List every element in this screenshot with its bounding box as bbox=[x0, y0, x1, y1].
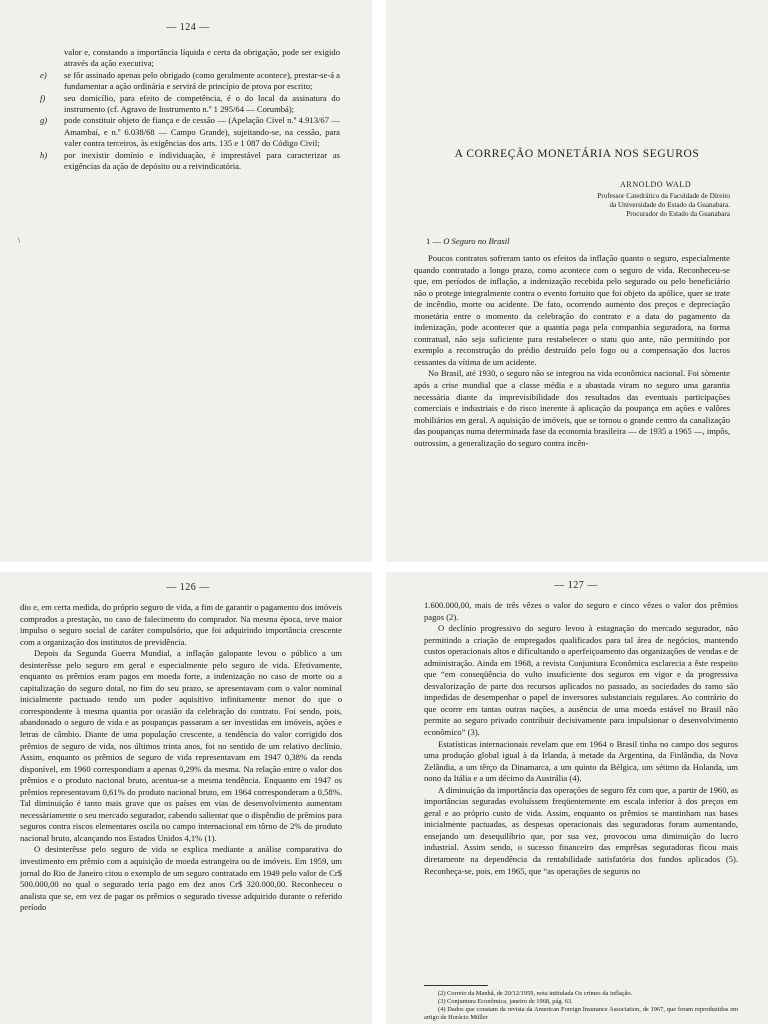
page-127 bbox=[386, 572, 768, 1024]
page-126 bbox=[0, 572, 372, 1024]
list-item bbox=[40, 93, 340, 116]
item-label: e) bbox=[40, 69, 47, 80]
affiliation-line: Procurador do Estado da Guanabara bbox=[626, 210, 730, 218]
list-item bbox=[40, 115, 340, 149]
footnote: (3) Conjuntura Econômica, janeiro de 1968, pág. 63. bbox=[438, 998, 573, 1005]
item-text: valor e, constando a importância líquida e certa da obrigação, pode ser exigido através da ação executiva; bbox=[64, 47, 340, 69]
body-text bbox=[424, 600, 738, 877]
author-affiliation bbox=[536, 192, 730, 219]
page-124 bbox=[0, 0, 372, 562]
footnotes bbox=[424, 990, 738, 1022]
item-label bbox=[40, 47, 64, 70]
footnote: (2) Correio da Manhã, de 20/12/1959, nota intitulada Os crimes da inflação. bbox=[438, 990, 633, 997]
item-label: g) bbox=[40, 115, 48, 126]
margin-mark: \ bbox=[18, 236, 21, 245]
item-text: pode constituir objeto de fiança e de cessão — (Apelação Cível n.º 4.913/67 — Amambaí, e n.º 6.038/68 — Campo Grande), sujeitando-se, na cessão, para valer contra terceiros, às exigências dos arts. 135 e 1 087 do Código Civil; bbox=[64, 115, 340, 149]
paragraph: Estatísticas internacionais revelam que em 1964 o Brasil tinha no campo dos seguros uma produção global igual à da Irlanda, à metade da Argentina, da Finlândia, da Nova Zelândia, a um têrço da Dinamarca, a um quinto da Bélgica, um sétimo da Holanda, um nono da Itália e a um décimo da Austrália (4). bbox=[424, 738, 738, 784]
body-text bbox=[20, 602, 342, 914]
affiliation-line: Professor Catedrático da Faculdade de Direito bbox=[597, 192, 730, 200]
list-item bbox=[40, 47, 340, 70]
paragraph: O desinterêsse pelo seguro de vida se explica mediante a análise comparativa do investimento em prêmio com a aquisição de moeda estrangeira ou de imóveis. Em 1959, um jornal do Rio de Janeiro citou o exemplo de um seguro contratado em 1949 pelo valor de Cr$ 500.000,00 no qual o segurado teria pago em dez anos Cr$ 320.000,00. Reconheceu o analista que se, em vez de pagar os prêmios o segurado tivesse adquirido durante o referido período bbox=[20, 844, 342, 913]
page-number: — 124 — bbox=[166, 22, 210, 33]
item-label: f) bbox=[40, 92, 46, 103]
list-item bbox=[40, 70, 340, 93]
article-title: A CORREÇÃO MONETÁRIA NOS SEGUROS bbox=[454, 148, 700, 160]
paragraph: Depois da Segunda Guerra Mundial, a inflação galopante levou o público a um desinterêsse pelo seguro em geral e especialmente pelo seguro de vida. Efetivamente, enquanto os prêmios eram pagos em moeda forte, a indenização no caso de morte ou a capitalização do seguro dotal, no fim do seu prazo, se apresentavam com o valor nominal inicialmente pactuado tendo um poder aquisitivo infinitamente menor do que o correspondente à mesma quantia por ocasião da celebração do contrato. Foi sendo, pois, abandonado o seguro de vida e as poupanças passaram a ser investidas em imóveis, ações e letras de câmbio. Diante de uma população crescente, a tendência do valor corrigido dos prêmios de seguro de vida, nos últimos trinta anos, foi no sentido de um relativo declínio. Assim, enquanto os prêmios de seguro de vida representavam em 1947 0,38% da renda disponível, em 1960 correspondiam a apenas 0,29% da mesma. Na relação entre o valor dos prêmios e o produto nacional bruto, acentua-se a mesma tendência. Enquanto em 1947 os prêmios representavam 0,61% do produto nacional bruto, em 1964 corresponderam a 0,58%. Tal diminuição é tanto mais grave que os países em vias de desenvolvimento aumentam necessàriamente o seu mercado segurador, cabendo salientar que o dispêndio de prêmios para seguros contra riscos elementares oscila no campo internacional em tôrno de 2% do produto nacional bruto, alcançando nos Estados Unidos 4,1% (1). bbox=[20, 648, 342, 843]
affiliation-line: da Universidade do Estado da Guanabara. bbox=[609, 201, 730, 209]
page-number: — 127 — bbox=[554, 580, 598, 591]
paragraph: dio e, em certa medida, do próprio seguro de vida, a fim de garantir o pagamento dos imóveis comprados a prestação, no caso de falecimento do comprador. Na mesma época, teve maior impulso o seguro social de caráter compulsório, que foi adquirindo importância crescente com a organização dos institutos de previdência. bbox=[20, 602, 342, 647]
paragraph: Poucos contratos sofreram tanto os efeitos da inflação quanto o seguro, especialmente quando contratado a longo prazo, como acontece com o seguro de vida. Reconheceu-se que, em períodos de inflação, a indenização recebida pelo segurado ou pelo beneficiário não o protege integralmente contra o evento fortuito que foi objeto da apólice, quer se trate de incêndio, morte ou acidente. De fato, ocorrendo aumento dos preços e depreciação monetária entre o momento da celebração do contrato e a data do pagamento da indenização, pode acontecer que a quantia paga pela companhia seguradora, na forma contratual, não seja suficiente para restabelecer o statu quo ante, não permitindo por exemplo a reconstrução do prédio destruído pelo fogo ou a compensação dos lucros cessantes da vítima de um acidente. bbox=[414, 253, 730, 367]
list-item bbox=[40, 150, 340, 173]
section-number: 1 — bbox=[426, 236, 442, 246]
footnote-rule bbox=[424, 985, 488, 986]
item-list bbox=[40, 47, 340, 172]
section-title: O Seguro no Brasil bbox=[443, 236, 510, 246]
paragraph: No Brasil, até 1930, o seguro não se integrou na vida econômica nacional. Foi sòmente após a crise mundial que a classe média e a abastada viram no seguro uma garantia necessária diante da imprevisibilidade dos resultados das eventuais participações comerciais e industriais e do risco inerente à aplicação da poupança em ações e valôres mobiliários em geral. A aquisição de imóveis, que se tornou o grande centro da canalização das poupanças numa determinada fase da economia brasileira — de 1935 a 1965 —, impôs, outrossim, a generalização do seguro contra incên- bbox=[414, 368, 730, 448]
paragraph: O declínio progressivo do seguro levou à estagnação do mercado segurador, não permitindo a criação de empregados qualificados para tal área de negócios, mantendo custos operacionais altos e dificultando o aperfeiçoamento das organizações de vendas e de administração. Ainda em 1968, a revista Conjuntura Econômica esclarecia a êste respeito que “em conseqüência do vulto insuficiente dos seguros em vigor e da progressiva desvalorização de parte dos recursos aplicados no passado, as sociedades do ramo são impedidas de desempenhar o papel de inversores substanciais regulares. Ao contrário do que ocorre em tantas outras nações, a ausência de uma moeda estável no Brasil não permite ao seguro privado contribuir decisivamente para impulsionar o desenvolvimento econômico” (3). bbox=[424, 623, 738, 738]
page-125 bbox=[386, 0, 768, 562]
author-name: ARNOLDO WALD bbox=[620, 180, 692, 189]
paragraph: 1.600.000,00, mais de três vêzes o valor do seguro e cinco vêzes o valor dos prêmios pagos (2). bbox=[424, 600, 738, 622]
footnote: (4) Dados que constam da revista da American Foreign Insurance Association, de 1967, que foram reproduzidos em artigo de Horácio Müller bbox=[424, 1006, 738, 1021]
paragraph: A diminuição da importância das operações de seguro fêz com que, a partir de 1960, as importâncias seguradas evoluíssem freqüentemente em escala inferior à dos preços em geral e ao próprio custo de vida. Assim, enquanto os prêmios se mantinham nas bases inicialmente pactuadas, as despesas operacionais das seguradoras foram aumentando, ensejando um desequilíbrio que, por sua vez, provocou uma diminuição do lucro industrial. Assim sendo, o sucesso financeiro das emprêsas seguradoras ficou mais diretamente na dependência da rentabilidade satisfatória dos fundos aplicados (5). Reconheça-se, pois, em 1965, que “as operações de seguros no bbox=[424, 784, 738, 876]
body-text bbox=[414, 253, 730, 449]
item-text: por inexistir domínio e individuação, é imprestável para caracterizar as exigências da ação de depósito ou a reivindicatória. bbox=[64, 149, 340, 172]
item-text: seu domicílio, para efeito de competência, é o do local da assinatura do instrumento (cf. Agravo de Instrumento n.º 1 295/64 — Corumbá); bbox=[64, 92, 340, 115]
item-text: se fôr assinado apenas pelo obrigado (como geralmente acontece), prestar-se-á a fundamentar a ação ordinária e servirá de princípio de prova por escrito; bbox=[64, 69, 340, 92]
page-number: — 126 — bbox=[166, 582, 210, 593]
item-label: h) bbox=[40, 149, 48, 160]
section-heading bbox=[426, 236, 510, 246]
